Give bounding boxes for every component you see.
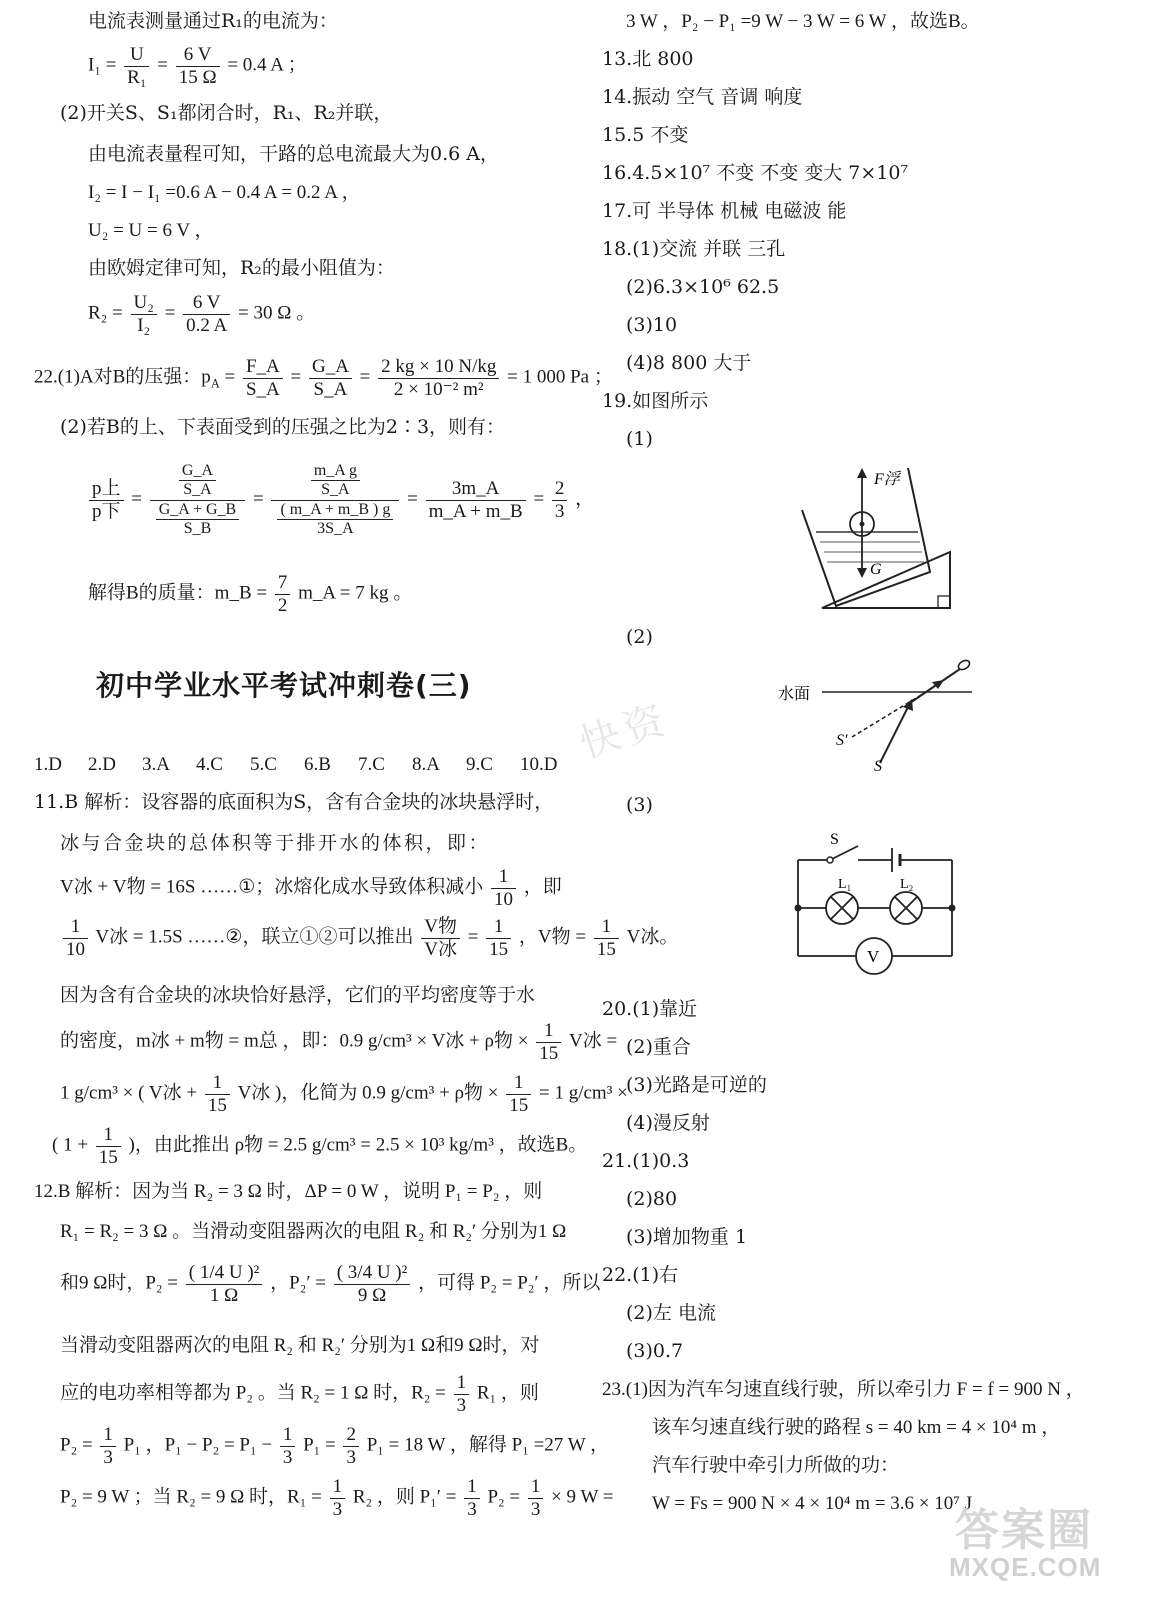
- text-line: 和9 Ω时，P₂ = $\frac{\text{( 1/4 U )²}}{1 \Omega}$ ，P₂′ = $\frac{\text{( 3/4 U )²}}{9 \Omega}$ ，可得 P₂ = P₂′ ，所以: [60, 1262, 601, 1306]
- lamp1-label: L₁: [838, 877, 852, 892]
- text-line: 电流表测量通过R₁的电流为：: [88, 10, 338, 32]
- text-line: P₂ = $\frac{1}{3}$ P₁ ，P₁ − P₂ = P₁ − $\frac{1}{3}$ P₁ = $\frac{2}{3}$ P₁ = 18 W ，解得 P₁ =27 W ，: [60, 1424, 610, 1468]
- answer-choice: 8.A: [412, 754, 440, 775]
- answer-16: 16.4.5×10⁷ 不变 不变 变大 7×10⁷: [602, 162, 909, 184]
- source-point-label: S: [874, 758, 882, 775]
- gravity-label: G: [870, 561, 882, 578]
- answer-20-3: (3)光路是可逆的: [626, 1074, 767, 1096]
- text-line: 冰与合金块的总体积等于排开水的体积，即：: [60, 832, 491, 854]
- text-line: R₁ = R₂ = 3 Ω 。当滑动变阻器两次的电阻 R₂ 和 R₂′ 分别为1 Ω: [60, 1221, 567, 1242]
- answer-choice: 9.C: [466, 754, 493, 775]
- equation-ratio: p上 p下 = $\frac{\frac{G\_A}{S\_A}}{\frac{G\_A + G\_B}{S\_B}}$ = $\frac{\frac{\text{m\_A g}}{S\_A}}{\frac{( m\_A + m\_B ) g}{3S\_A}}$ = $\frac{3m\_A}{m\_A + m\_B}$ = $\frac{2}{3}$ ，: [86, 462, 594, 539]
- text-line: 11.B 解析：设容器的底面积为S，含有合金块的冰块悬浮时，: [34, 791, 554, 813]
- text-line: 该车匀速直线行驶的路程 s = 40 km = 4 × 10⁴ m ，: [652, 1417, 1061, 1438]
- logo-url: MXQE.COM: [949, 1552, 1102, 1582]
- refraction-diagram: [776, 655, 976, 775]
- figure-label: (1): [626, 428, 653, 450]
- answer-20-4: (4)漫反射: [626, 1112, 710, 1134]
- figure-label: (2): [626, 626, 653, 648]
- answer-15: 15.5 不变: [602, 124, 689, 146]
- text-line: (2)若B的上、下表面受到的压强之比为2∶3，则有：: [60, 416, 506, 438]
- equation-pressure: 22.(1)A对B的压强：$p_A$ = $\frac{F\_A}{S\_A}$ = $\frac{G\_A}{S\_A}$ = $\frac{2 kg \times 10 N/kg}{\text{2 × 10⁻² m²}}$ = 1 000 Pa ；: [34, 356, 613, 400]
- buoyancy-diagram: [790, 460, 960, 610]
- text-line: ( 1 + $\frac{1}{15}$ )，由此推出 ρ物 = 2.5 g/cm³ = 2.5 × 10³ kg/m³ ，故选B。: [52, 1124, 588, 1168]
- site-logo: [935, 1490, 1140, 1595]
- answer-13: 13.北 800: [602, 48, 694, 70]
- equation-r2: R₂ = $\frac{\text{U₂}}{\text{I₂}}$ = $\frac{6 V}{0.2 A}$ = 30 Ω 。: [88, 292, 316, 336]
- equation-i1: I₁ = $\frac{U}{\text{R₁}}$ = $\frac{6 V}{15 \Omega}$ = 0.4 A ；: [88, 44, 307, 88]
- text-line: 的密度，m冰 + m物 = m总 ，即：0.9 g/cm³ × V冰 + ρ物 × $\frac{1}{15}$ V冰 =: [60, 1020, 618, 1064]
- text-line: 应的电功率相等都为 P₂ 。当 R₂ = 1 Ω 时，R₂ = $\frac{1}{3}$ R₁ ，则: [60, 1372, 539, 1416]
- text-line: U₂ = U = 6 V ，: [88, 220, 214, 241]
- text-line: 因为含有合金块的冰块恰好悬浮，它们的平均密度等于水: [60, 984, 536, 1006]
- section-title: 初中学业水平考试冲刺卷(三): [96, 669, 472, 702]
- answer-19: 19.如图所示: [602, 390, 709, 412]
- water-surface-label: 水面: [778, 686, 811, 703]
- voltmeter-label: V: [867, 947, 880, 966]
- equation-mass: 解得B的质量：m_B = $\frac{7}{2}$ m_A = 7 kg 。: [88, 572, 413, 616]
- answer-choice: 6.B: [304, 754, 331, 775]
- logo-text: 答案圈: [955, 1505, 1093, 1556]
- answer-choice: 10.D: [520, 754, 558, 775]
- image-point-label: S′: [836, 732, 848, 749]
- answer-21: 21.(1)0.3: [602, 1150, 690, 1172]
- answer-18-2: (2)6.3×10⁶ 62.5: [626, 276, 780, 298]
- background-watermark: 快资: [574, 695, 676, 768]
- text-line: V冰 + V物 = 16S ……①；冰熔化成水导致体积减小 $\frac{1}{10}$ ，即: [60, 866, 562, 910]
- text-line: 3 W ，P₂ − P₁ =9 W − 3 W = 6 W ，故选B。: [626, 11, 980, 32]
- text-line: 由电流表量程可知，干路的总电流最大为0.6 A，: [88, 143, 499, 165]
- text-line: (2)开关S、S₁都闭合时，R₁、R₂并联，: [60, 102, 393, 124]
- answer-22-3: (3)0.7: [626, 1340, 684, 1362]
- answer-choice: 4.C: [196, 754, 223, 775]
- lamp2-label: L₂: [900, 877, 914, 892]
- text-line: 由欧姆定律可知，R₂的最小阻值为：: [88, 257, 395, 279]
- buoyant-force-label: F浮: [874, 471, 900, 488]
- answers-row: [34, 755, 574, 774]
- text-line: P₂ = 9 W ；当 R₂ = 9 Ω 时，R₁ = $\frac{1}{3}$ R₂ ，则 P₁′ = $\frac{1}{3}$ P₂ = $\frac{1}{3}$ × 9 W =: [60, 1476, 614, 1520]
- answer-17: 17.可 半导体 机械 电磁波 能: [602, 200, 847, 222]
- answer-21-2: (2)80: [626, 1188, 678, 1210]
- answer-22-2: (2)左 电流: [626, 1302, 716, 1324]
- answer-choice: 7.C: [358, 754, 385, 775]
- answer-23: 23.(1)因为汽车匀速直线行驶，所以牵引力 F = f = 900 N ，: [602, 1379, 1085, 1400]
- answer-21-3: (3)增加物重 1: [626, 1226, 748, 1248]
- answer-choice: 5.C: [250, 754, 277, 775]
- circuit-diagram: [790, 826, 970, 986]
- switch-label: S: [830, 831, 839, 848]
- answer-choice: 3.A: [142, 754, 170, 775]
- text-line: W = Fs = 900 N × 4 × 10⁴ m = 3.6 × 10⁷ J: [652, 1493, 972, 1514]
- answer-20-2: (2)重合: [626, 1036, 691, 1058]
- text-line: $\frac{1}{10}$ V冰 = 1.5S ……②，联立①②可以推出 V物 V冰 = $\frac{1}{15}$ ，V物 = $\frac{1}{15}$ V冰。: [60, 916, 678, 961]
- answer-18-3: (3)10: [626, 314, 678, 336]
- answer-18-4: (4)8 800 大于: [626, 352, 752, 374]
- text-line: 12.B 解析：因为当 R₂ = 3 Ω 时，ΔP = 0 W ，说明 P₁ = P₂ ，则: [34, 1181, 543, 1202]
- answer-20: 20.(1)靠近: [602, 998, 698, 1020]
- text-line: 1 g/cm³ × ( V冰 + $\frac{1}{15}$ V冰 )，化简为 0.9 g/cm³ + ρ物 × $\frac{1}{15}$ = 1 g/cm³ ×: [60, 1072, 628, 1116]
- answer-14: 14.振动 空气 音调 响度: [602, 86, 803, 108]
- text-line: I₂ = I − I₁ =0.6 A − 0.4 A = 0.2 A ，: [88, 182, 361, 203]
- answer-22: 22.(1)右: [602, 1264, 679, 1286]
- text-line: 当滑动变阻器两次的电阻 R₂ 和 R₂′ 分别为1 Ω和9 Ω时，对: [60, 1335, 540, 1356]
- text-line: 汽车行驶中牵引力所做的功：: [652, 1454, 900, 1476]
- answer-18: 18.(1)交流 并联 三孔: [602, 238, 786, 260]
- answer-choice: 2.D: [88, 754, 116, 775]
- answer-choice: 1.D: [34, 754, 62, 775]
- figure-label: (3): [626, 794, 653, 816]
